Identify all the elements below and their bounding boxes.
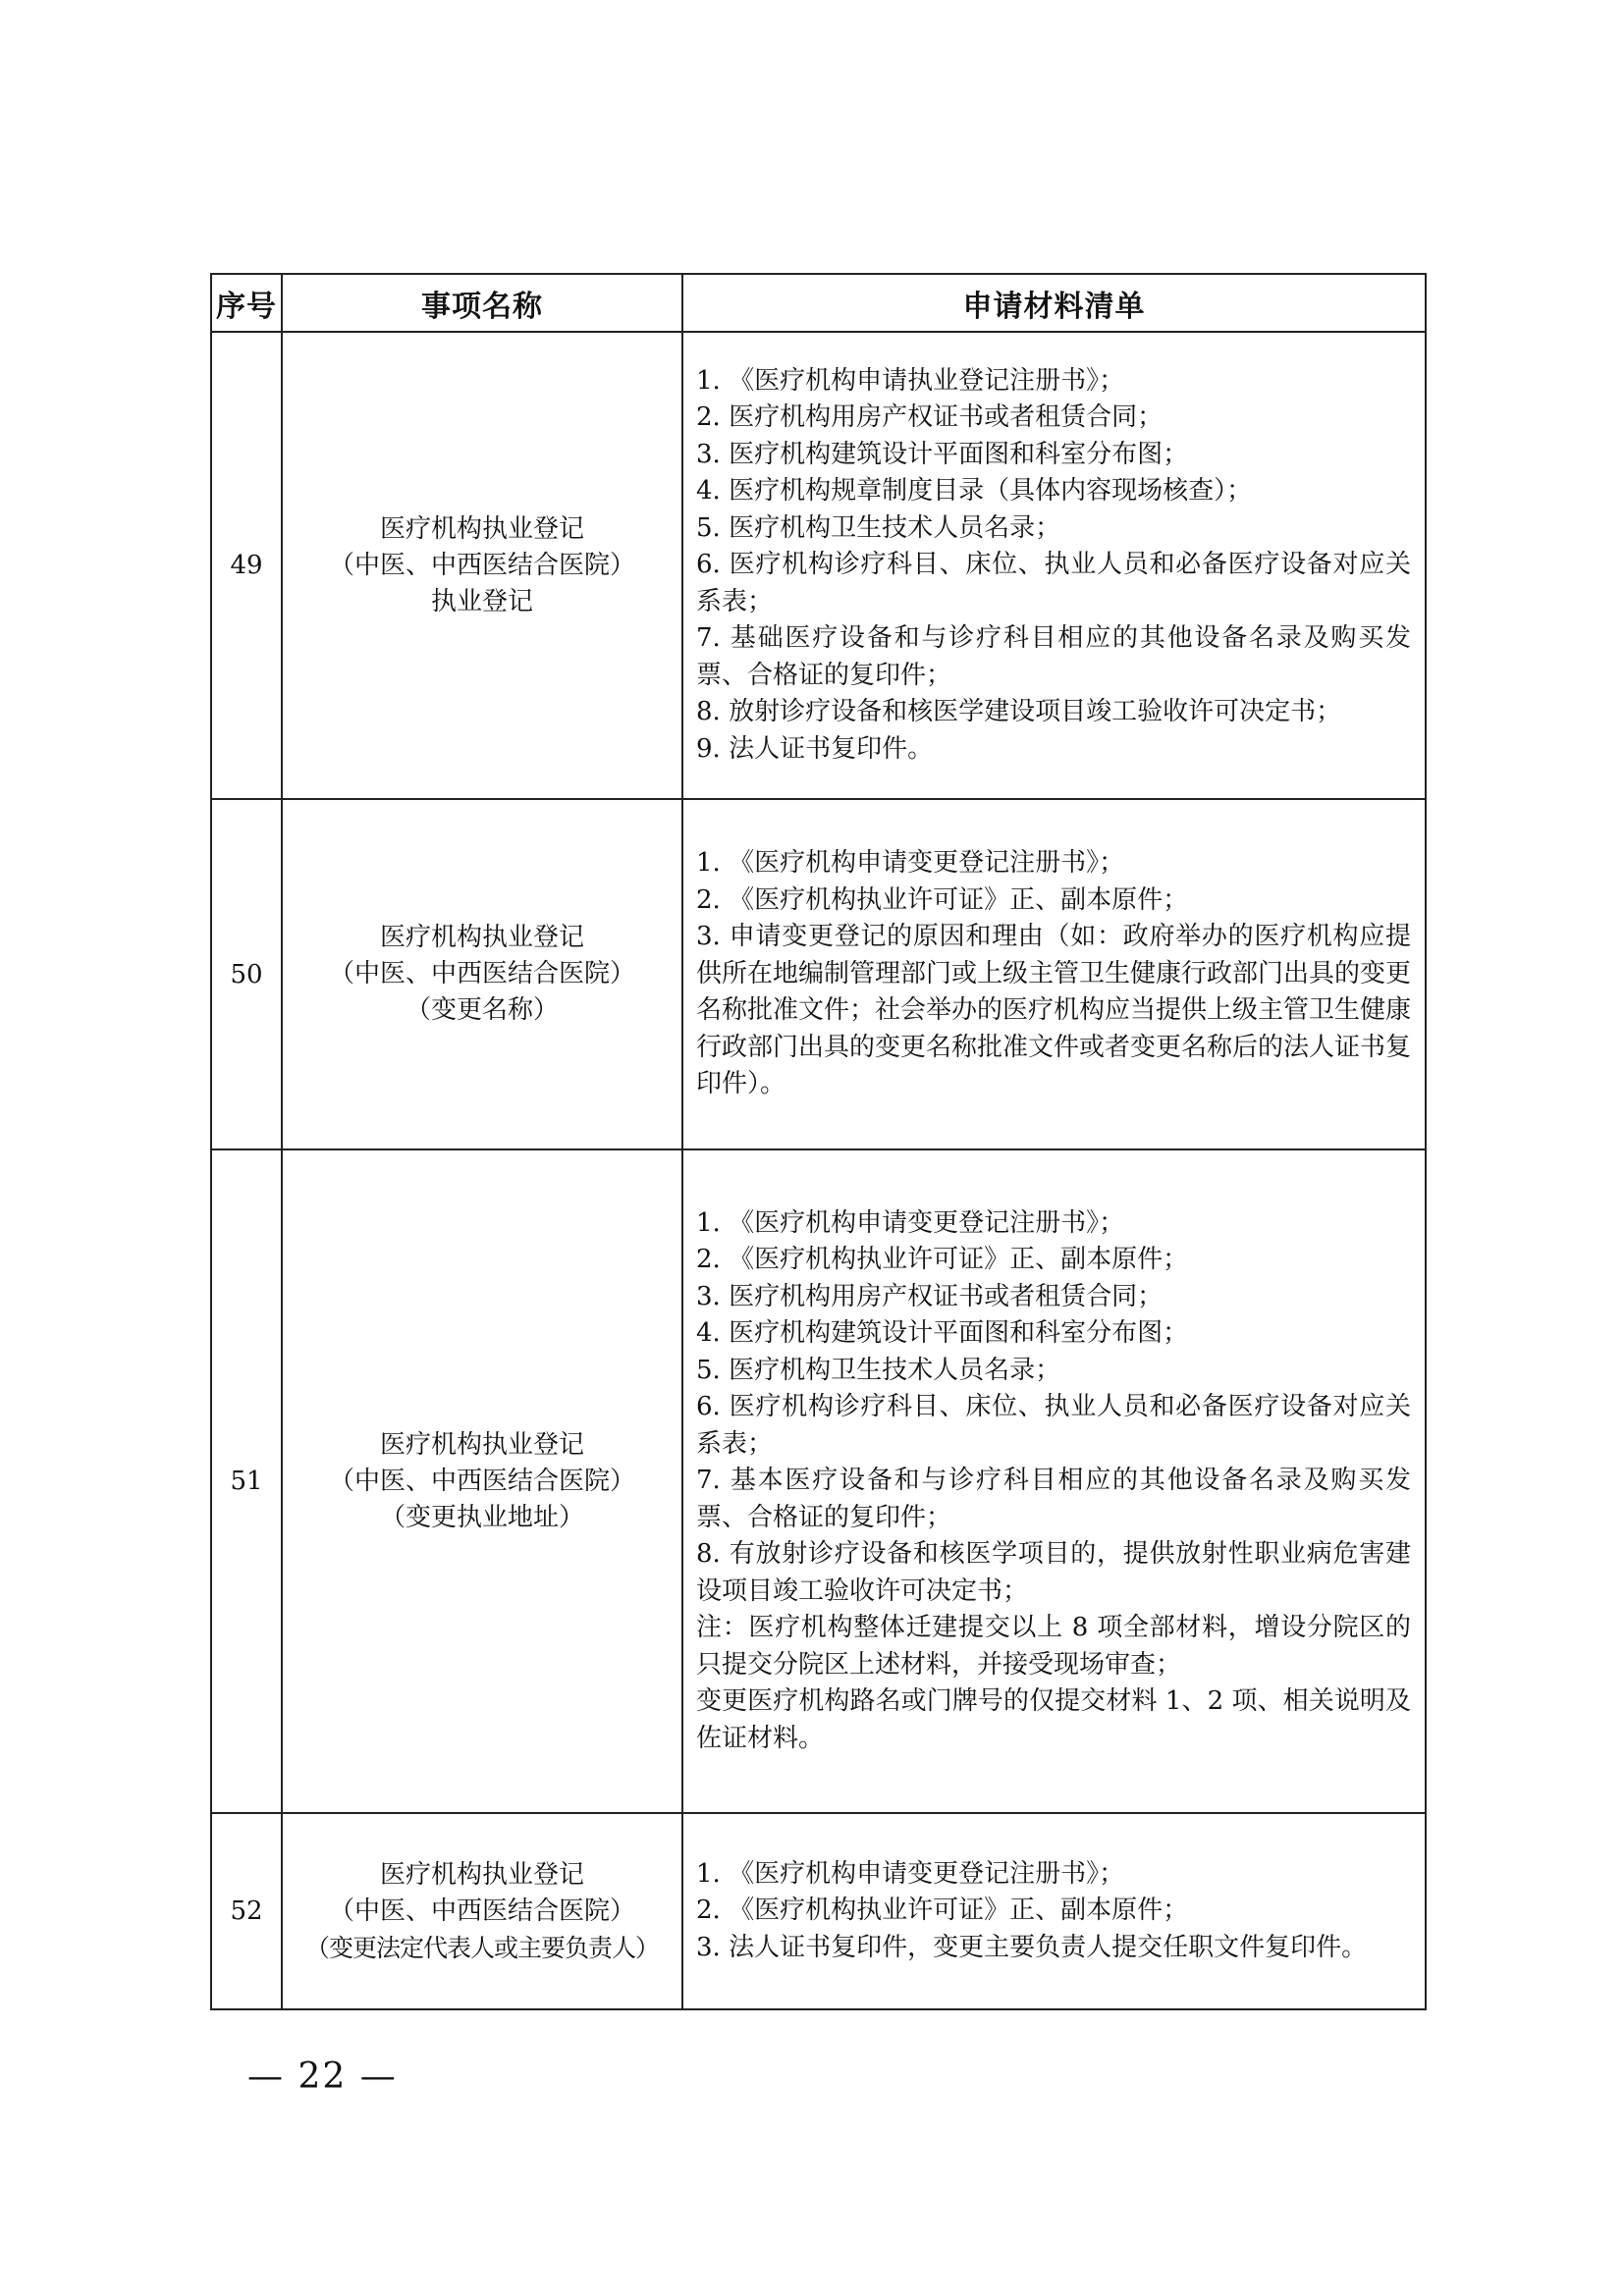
materials-list [682,1149,1426,1813]
table-row [211,332,1426,799]
row-number: 52 [211,1813,282,2009]
list-item: 1. 《医疗机构申请变更登记注册书》； [696,1207,1125,1238]
list-item: 4. 医疗机构建筑设计平面图和科室分布图； [696,1318,1189,1349]
list-item: 6. 医疗机构诊疗科目、床位、执业人员和必备医疗设备对应关系表； [696,550,1411,616]
list-item: 5. 医疗机构卫生技术人员名录； [696,1355,1061,1385]
list-item: 2. 《医疗机构执业许可证》正、副本原件； [696,884,1189,915]
list-item: 2. 《医疗机构执业许可证》正、副本原件； [696,1896,1189,1926]
list-item: 7. 基础医疗设备和与诊疗科目相应的其他设备名录及购买发票、合格证的复印件； [696,623,1411,690]
item-name-line: （中医、中西医结合医院） [328,959,635,988]
materials-list [682,332,1426,799]
materials-list [682,1813,1426,2009]
item-name-line: 医疗机构执业登记 [379,923,584,952]
item-name [282,1813,682,2009]
table-row [211,799,1426,1149]
item-name [282,1149,682,1813]
item-name-line: （变更执业地址） [379,1502,584,1532]
table-row [211,1149,1426,1813]
item-name-line: 医疗机构执业登记 [379,1859,584,1890]
list-item: 注：医疗机构整体迁建提交以上 8 项全部材料，增设分院区的只提交分院区上述材料，并接受现场审查； [696,1613,1411,1680]
list-item: 2. 医疗机构用房产权证书或者租赁合同； [696,402,1164,433]
item-name [282,332,682,799]
header-materials-list: 申请材料清单 [682,274,1426,332]
item-name-line: 医疗机构执业登记 [379,513,584,544]
list-item: 5. 医疗机构卫生技术人员名录； [696,512,1061,543]
list-item: 8. 放射诊疗设备和核医学建设项目竣工验收许可决定书； [696,697,1342,727]
page-number: — 22 — [247,2056,398,2097]
item-name-line: 医疗机构执业登记 [379,1429,584,1460]
list-item: 1. 《医疗机构申请变更登记注册书》； [696,848,1125,879]
list-item: 1. 《医疗机构申请变更登记注册书》； [696,1858,1125,1889]
list-item: 6. 医疗机构诊疗科目、床位、执业人员和必备医疗设备对应关系表； [696,1392,1411,1459]
row-number: 51 [211,1149,282,1813]
header-item-name: 事项名称 [282,274,682,332]
list-item: 3. 法人证书复印件，变更主要负责人提交任职文件复印件。 [696,1932,1368,1962]
list-item: 9. 法人证书复印件。 [696,733,934,764]
item-name [282,799,682,1149]
materials-table [210,273,1427,2010]
list-item: 4. 医疗机构规章制度目录（具体内容现场核查）； [696,476,1253,507]
materials-list [682,799,1426,1149]
table-row [211,1813,1426,2009]
list-item: 3. 申请变更登记的原因和理由（如：政府举办的医疗机构应提供所在地编制管理部门或上级主管卫生健康行政部门出具的变更名称批准文件；社会举办的医疗机构应当提供上级主管卫生健康行政部门出具的变更名称批准文件或者变更名称后的法人证书复印件）。 [696,922,1412,1099]
item-name-line: （中医、中西医结合医院） [328,1466,635,1496]
list-item: 7. 基本医疗设备和与诊疗科目相应的其他设备名录及购买发票、合格证的复印件； [696,1466,1411,1532]
item-name-line: （变更名称） [405,995,559,1025]
list-item: 1. 《医疗机构申请执业登记注册书》； [696,365,1125,396]
table-header-row [211,274,1426,332]
list-item: 3. 医疗机构建筑设计平面图和科室分布图； [696,439,1189,469]
item-name-line: 执业登记 [430,586,533,616]
item-name-line: （中医、中西医结合医院） [328,1896,635,1926]
header-no: 序号 [211,274,282,332]
list-item: 2. 《医疗机构执业许可证》正、副本原件； [696,1245,1189,1275]
item-name-line: （中医、中西医结合医院） [328,550,635,580]
list-item: 3. 医疗机构用房产权证书或者租赁合同； [696,1281,1164,1311]
item-name-line: （变更法定代表人或主要负责人） [304,1933,659,1962]
list-item: 变更医疗机构路名或门牌号的仅提交材料 1、2 项、相关说明及佐证材料。 [696,1686,1411,1753]
row-number: 50 [211,799,282,1149]
list-item: 8. 有放射诊疗设备和核医学项目的，提供放射性职业病危害建设项目竣工验收许可决定书； [696,1539,1411,1606]
row-number: 49 [211,332,282,799]
